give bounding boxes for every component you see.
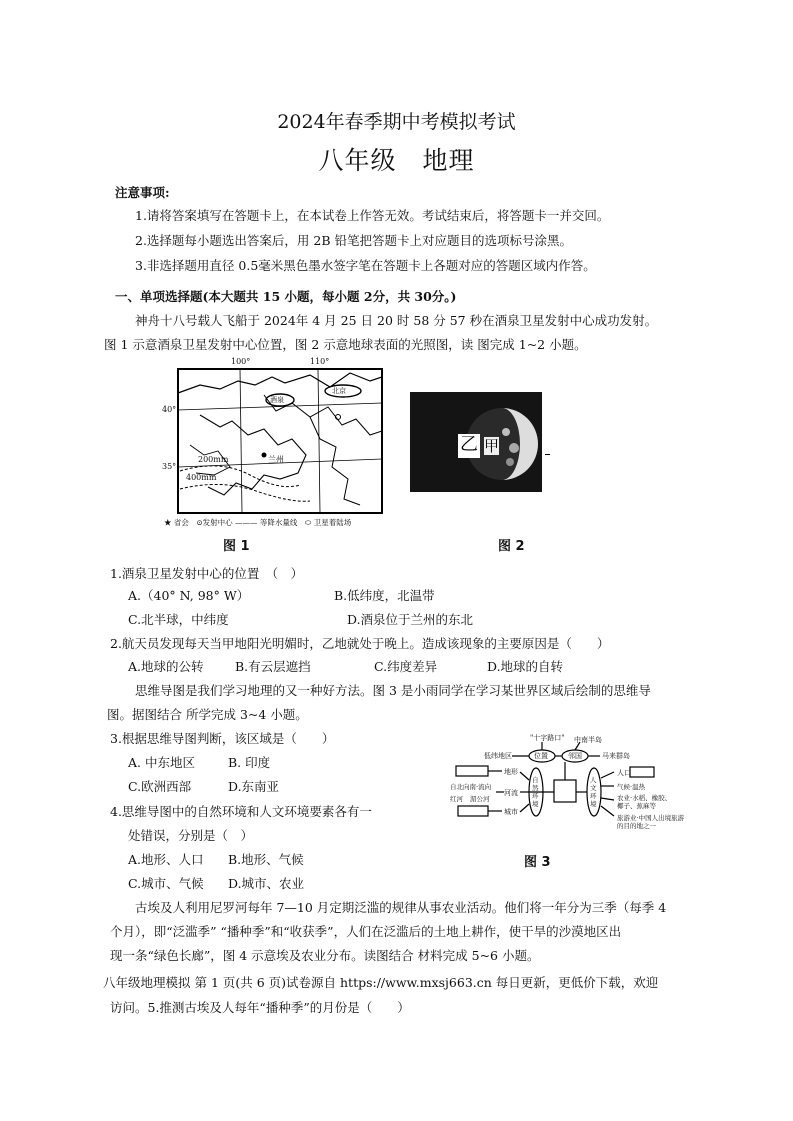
capital-label: 北京	[332, 387, 346, 395]
notice-item-2: 2.选择题每小题选出答案后，用 2B 铅笔把答题卡上对应题目的选项标号涂黑。	[135, 233, 573, 248]
fig3-rivers-flow: 自北向南·流向	[450, 783, 492, 791]
q4-stem-line1: 4.思维导图中的自然环境和人文环境要素各有一	[110, 804, 372, 819]
figure2-caption: 图 2	[498, 539, 525, 554]
intro3-line1: 古埃及人利用尼罗河每年 7—10 月定期泛滥的规律从事农业活动。他们将一年分为三季（每季 4	[135, 900, 667, 915]
q3-option-a: A. 中东地区	[128, 755, 195, 770]
fig3-climate: 气候·温热	[617, 783, 646, 791]
figure2-tick	[545, 454, 550, 455]
q1-option-d: D.酒泉位于兰州的东北	[347, 612, 474, 627]
q4-option-b: B.地形、气候	[228, 852, 304, 867]
section1-heading: 一、单项选择题(本大题共 15 小题，每小题 2分，共 30分。)	[115, 289, 457, 304]
fig3-crossroads: "十字路口"	[530, 734, 565, 742]
section1-intro-line2: 图 1 示意酒泉卫星发射中心位置，图 2 示意地球表面的光照图，读 图完成 1~2 小题。	[104, 337, 587, 352]
exam-title: 2024年春季期中考模拟考试	[277, 111, 516, 133]
intro3-line3: 现一条“绿色长廊”，图 4 示意埃及农业分布。读图结合 材料完成 5~6 小题。	[110, 948, 540, 963]
rain-200mm-label: 200mm	[198, 455, 229, 464]
fig3-human-env: 人文环境	[590, 776, 597, 808]
subject-title: 八年级 地理	[318, 146, 475, 175]
fig3-natural-env: 自然环境	[532, 776, 539, 808]
q4-stem-line2: 处错误，分别是（ ）	[128, 828, 254, 843]
figure3-mindmap	[412, 732, 692, 852]
label-yi: 乙	[460, 434, 478, 455]
fig3-mekong: 湄公河	[470, 795, 490, 803]
q2-stem: 2.航天员发现每天当甲地阳光明媚时，乙地就处于晚上。造成该现象的主要原因是（ ）	[110, 636, 610, 651]
footer-line1: 八年级地理模拟 第 1 页(共 6 页)试卷源自 https://www.mxsj663.cn 每日更新，更低价下载，欢迎	[103, 975, 659, 990]
q2-option-b: B.有云层遮挡	[235, 659, 311, 674]
fig3-agriculture: 农业·水稻、橡胶、椰子、蕉麻等	[617, 794, 672, 810]
figure1-legend: ★ 省会 ⊙发射中心 ——— 等降水量线 ⬭ 卫星着陆场	[164, 518, 352, 527]
q4-option-c: C.城市、气候	[128, 876, 204, 891]
lon-100-label: 100°	[231, 357, 251, 366]
intro2-line2: 图。据图结合 所学完成 3~4 小题。	[107, 707, 308, 722]
footer-line2: 访问。5.推测古埃及人每年“播种季”的月份是（ ）	[110, 1000, 410, 1015]
q3-option-c: C.欧洲西部	[128, 779, 192, 794]
figure3-caption: 图 3	[524, 855, 551, 870]
lat-40-label: 40°	[162, 405, 177, 414]
intro2-line1: 思维导图是我们学习地理的又一种好方法。图 3 是小雨同学在学习某世界区域后绘制的思维导	[135, 683, 651, 698]
fig3-indochina: 中南半岛	[574, 736, 602, 744]
notice-heading: 注意事项:	[115, 185, 170, 200]
q1-stem: 1.酒泉卫星发射中心的位置 （ ）	[110, 566, 304, 581]
fig3-cities: 城市	[504, 808, 518, 816]
lat-35-label: 35°	[162, 462, 177, 471]
q1-option-a: A.（40° N, 98° W）	[128, 588, 250, 603]
rain-400mm-label: 400mm	[186, 473, 217, 482]
fig3-neighbors: 邻国	[568, 752, 582, 760]
q4-option-d: D.城市、农业	[228, 876, 305, 891]
fig3-location: 位置	[534, 752, 548, 760]
intro3-line2: 个月），即“泛滥季” “播种季”和“收获季”，人们在泛滥后的土地上耕作，使干旱的沙漠地区出	[110, 924, 622, 939]
notice-item-1: 1.请将答案填写在答题卡上，在本试卷上作答无效。考试结束后，将答题卡一并交回。	[135, 208, 610, 223]
figure1-caption: 图 1	[223, 539, 250, 554]
notice-item-3: 3.非选择题用直径 0.5毫米黑色墨水签字笔在答题卡上各题对应的答题区域内作答。	[135, 258, 596, 273]
section1-intro-line1: 神舟十八号载人飞船于 2024年 4 月 25 日 20 时 58 分 57 秒在酒泉卫星发射中心成功发射。	[135, 313, 658, 328]
fig3-terrain: 地形	[504, 768, 518, 776]
figure2-earth-image	[410, 392, 542, 492]
fig3-rivers: 河流	[504, 789, 518, 797]
q3-option-d: D.东南亚	[228, 779, 280, 794]
lon-110-label: 110°	[310, 357, 330, 366]
figure1-map	[160, 355, 400, 530]
q3-option-b: B. 印度	[228, 755, 271, 770]
fig3-population: 人口	[617, 769, 631, 777]
jiuquan-label: 酒泉	[270, 396, 284, 404]
q4-option-a: A.地形、人口	[128, 852, 204, 867]
q2-option-d: D.地球的自转	[487, 659, 564, 674]
q2-option-a: A.地球的公转	[128, 659, 204, 674]
lanzhou-label: 兰州	[268, 455, 284, 464]
q1-option-c: C.北半球，中纬度	[128, 612, 229, 627]
q2-option-c: C.纬度差异	[374, 659, 438, 674]
fig3-red-river: 红河	[450, 795, 463, 803]
q3-stem: 3.根据思维导图判断，该区域是（ ）	[110, 731, 335, 746]
label-jia: 甲	[484, 437, 500, 455]
fig3-tourism: 旅游业·中国人出境旅游的目的地之一	[617, 814, 685, 830]
q1-option-b: B.低纬度，北温带	[334, 588, 435, 603]
fig3-low-lat: 低纬地区	[484, 752, 512, 760]
fig3-malay: 马来群岛	[602, 752, 630, 760]
